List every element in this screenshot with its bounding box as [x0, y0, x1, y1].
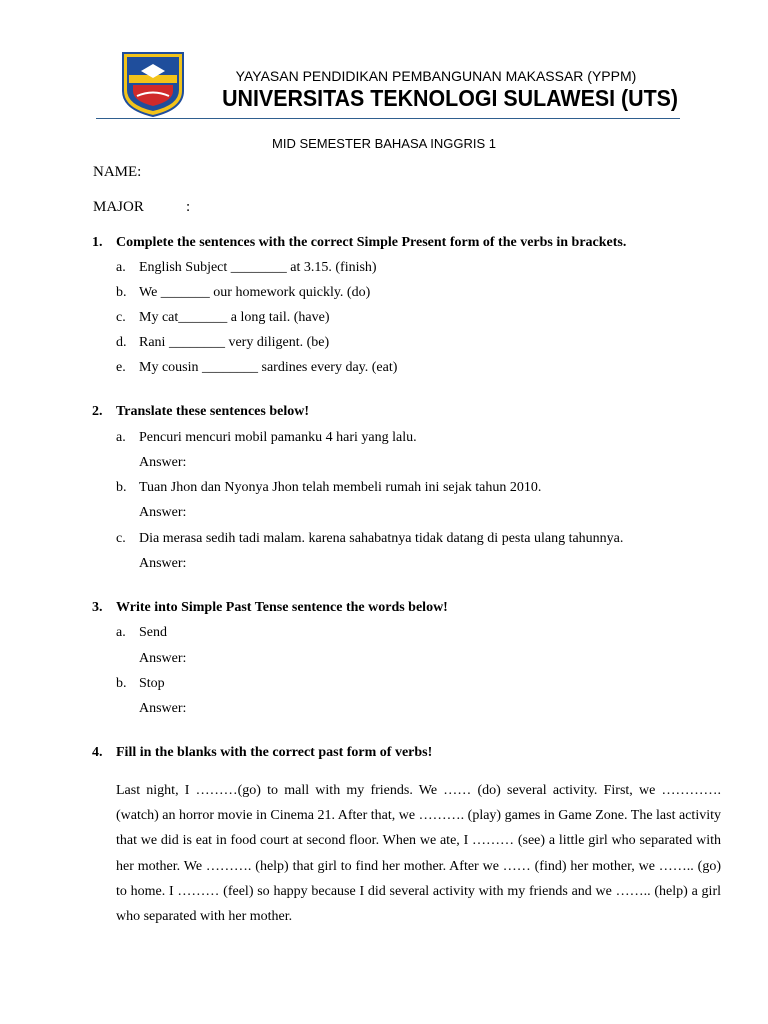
q1-item-d-letter: d. [116, 335, 127, 350]
university-logo [121, 51, 185, 117]
q2-item-c-text: Dia merasa sedih tadi malam. karena sahabatnya tidak datang di pesta ulang tahunnya. [139, 531, 624, 546]
q1-item-d-text: Rani ________ very diligent. (be) [139, 335, 330, 350]
q2-item-c-letter: c. [116, 531, 126, 546]
q2-item-a-text: Pencuri mencuri mobil pamanku 4 hari yang lalu. [139, 430, 417, 445]
q1-item-e-text: My cousin ________ sardines every day. (eat) [139, 360, 398, 375]
question-4-text: Fill in the blanks with the correct past form of verbs! [116, 745, 433, 760]
major-colon: : [186, 199, 191, 215]
major-label: MAJOR [93, 199, 144, 215]
q3-item-a-text: Send [139, 625, 167, 640]
q2-item-b-text: Tuan Jhon dan Nyonya Jhon telah membeli rumah ini sejak tahun 2010. [139, 480, 542, 495]
q2-item-b-letter: b. [116, 480, 127, 495]
q1-item-b-letter: b. [116, 285, 127, 300]
q2-item-a-letter: a. [116, 430, 126, 445]
university-name: UNIVERSITAS TEKNOLOGI SULAWESI (UTS) [222, 85, 679, 111]
q2-item-b-answer: Answer: [139, 505, 187, 520]
q2-item-a-answer: Answer: [139, 455, 187, 470]
question-2-number: 2. [92, 404, 103, 419]
question-1-text: Complete the sentences with the correct Simple Present form of the verbs in brackets. [116, 235, 627, 250]
question-3-text: Write into Simple Past Tense sentence the words below! [116, 600, 448, 615]
q1-item-c-letter: c. [116, 310, 126, 325]
q3-item-b-answer: Answer: [139, 701, 187, 716]
q1-item-e-letter: e. [116, 360, 126, 375]
question-3-number: 3. [92, 600, 103, 615]
q3-item-b-letter: b. [116, 676, 127, 691]
q3-item-a-letter: a. [116, 625, 126, 640]
exam-title: MID SEMESTER BAHASA INGGRIS 1 [272, 136, 496, 151]
q1-item-c-text: My cat_______ a long tail. (have) [139, 310, 330, 325]
q2-item-c-answer: Answer: [139, 556, 187, 571]
q3-item-b-text: Stop [139, 676, 165, 691]
q1-item-a-letter: a. [116, 260, 126, 275]
name-label: NAME: [93, 164, 142, 180]
question-4-number: 4. [92, 745, 103, 760]
question-1-number: 1. [92, 235, 103, 250]
header-divider [96, 118, 680, 119]
q1-item-b-text: We _______ our homework quickly. (do) [139, 285, 371, 300]
q1-item-a-text: English Subject ________ at 3.15. (finish) [139, 260, 377, 275]
q3-item-a-answer: Answer: [139, 651, 187, 666]
question-2-text: Translate these sentences below! [116, 404, 309, 419]
foundation-name: YAYASAN PENDIDIKAN PEMBANGUNAN MAKASSAR (YPPM) [235, 68, 637, 84]
q4-paragraph: Last night, I ………(go) to mall with my friends. We …… (do) several activity. First, we …………. (watch) an horror movie in Cinema 21. After that, we ………. (play) games in Game Zone. The last activity that we did is eat in food court at second floor. When we ate, I ……… (see) a little girl who separated with her mother. We ………. (help) that girl to find her mother. After we …… (find) her mother, we …….. (go) to home. I ……… (feel) so happy because I did several activity with my friends and we …….. (help) a girl who separated with her mother. [116, 783, 721, 925]
